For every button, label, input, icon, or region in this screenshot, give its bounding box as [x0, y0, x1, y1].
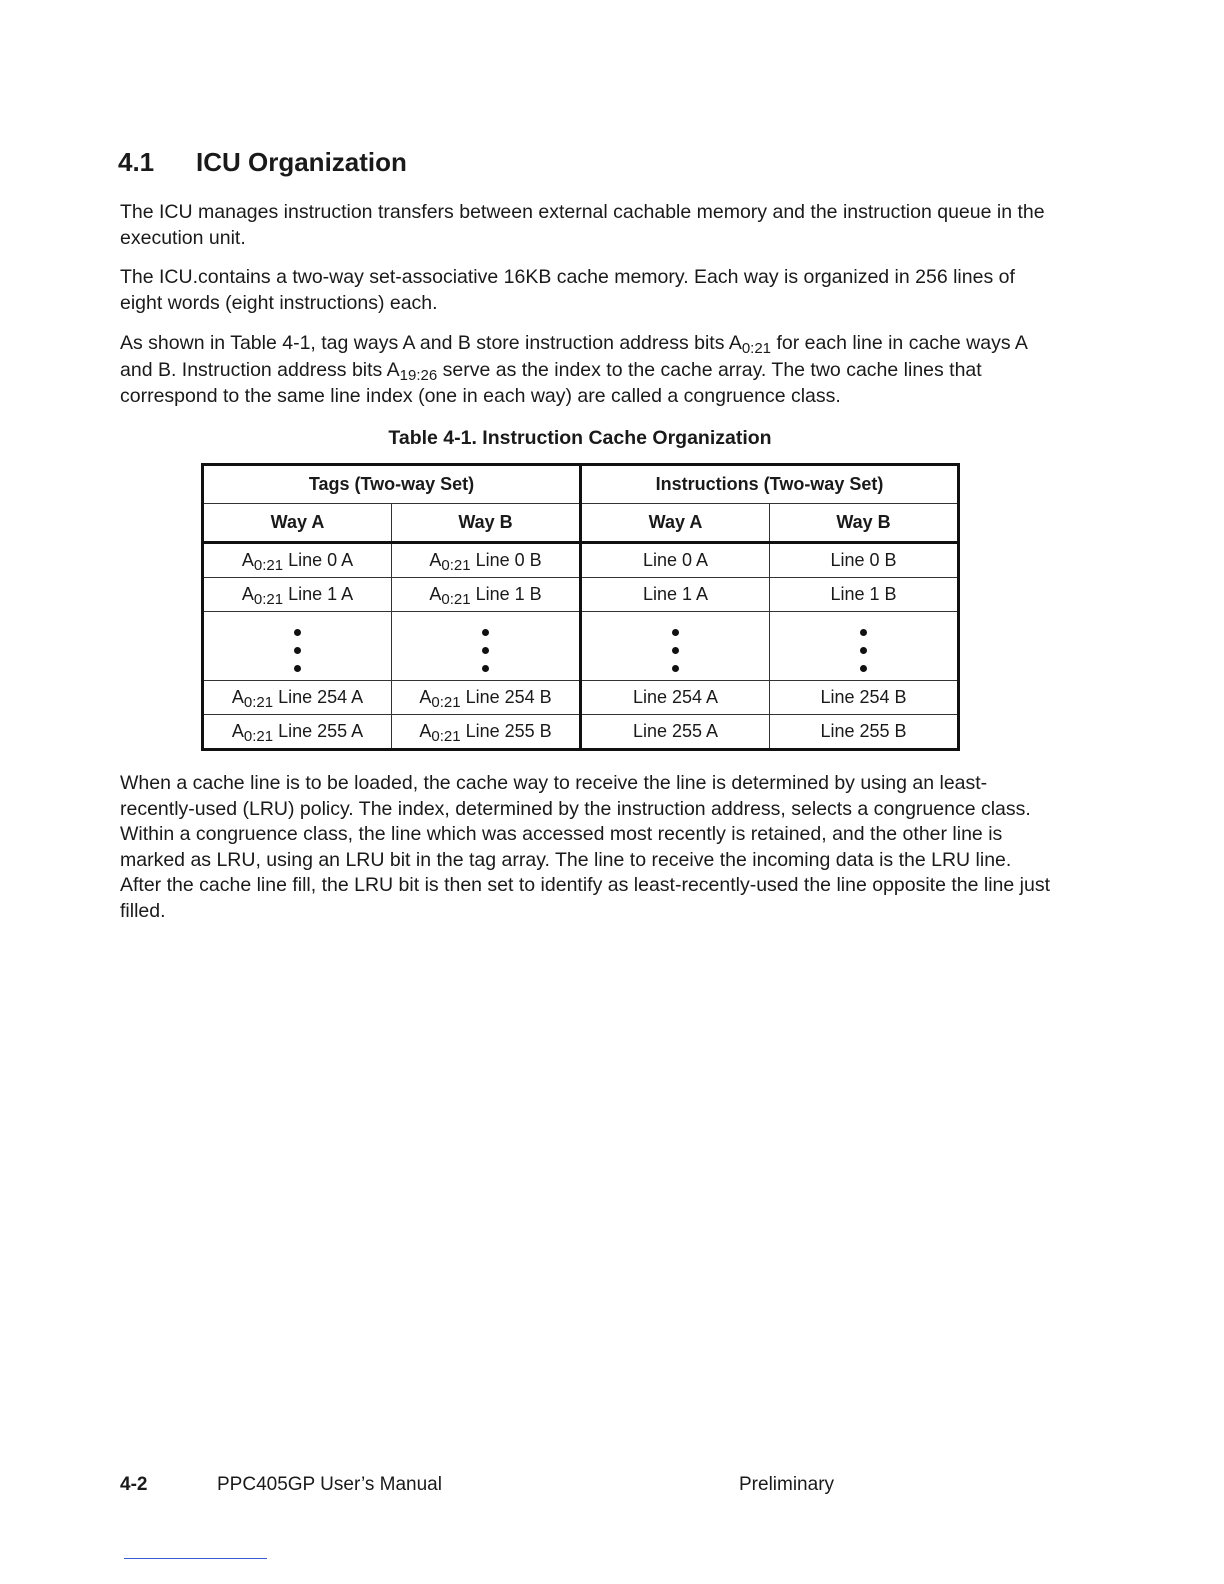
table-cell: [203, 543, 392, 578]
section-heading: [118, 147, 407, 178]
cell-text: Line 0 A: [288, 550, 354, 570]
group-header-tags: Tags (Two-way Set): [203, 465, 581, 504]
table-ellipsis-row: [203, 612, 959, 681]
subscript: 0:21: [243, 728, 274, 745]
address-prefix: A: [419, 721, 432, 741]
text-fragment: serve as the index to the cache array. The two cache lines that correspond to the same line index (one in each way) are called a congruence class.: [120, 358, 982, 407]
subscript: 0:21: [441, 591, 471, 608]
text-fragment: for each line in cache ways A and B. Instruction address bits A: [120, 332, 1027, 381]
column-header: Way A: [203, 504, 392, 543]
address-prefix: A: [429, 550, 442, 570]
cell-text: Line 255 B: [465, 721, 552, 741]
bottom-rule: [124, 1558, 267, 1559]
table-group-header-row: [203, 465, 959, 504]
cell-text: Line 1 A: [288, 584, 354, 604]
table-row: [203, 543, 959, 578]
table-cell: Line 255 A: [581, 715, 770, 750]
subscript: 0:21: [431, 694, 461, 711]
column-header: Way A: [581, 504, 770, 543]
paragraph-lru-policy: When a cache line is to be loaded, the cache way to receive the line is determined by using an least-recently-used (LRU) policy. The index, determined by the instruction address, selects a congruence class. Within a congruence class, the line which was accessed most recently is retained, and the other line is marked as LRU, using an LRU bit in the tag array. The line to receive the incoming data is the LRU line. After the cache line fill, the LRU bit is then set to identify as least-recently-used the line opposite the line just filled.: [120, 772, 1051, 922]
address-prefix: A: [429, 584, 442, 604]
table-cell: [392, 543, 581, 578]
group-header-instructions: Instructions (Two-way Set): [581, 465, 959, 504]
subscript: 0:21: [741, 340, 772, 357]
address-prefix: A: [241, 550, 254, 570]
table-cell: Line 254 B: [770, 681, 959, 715]
subscript: 19:26: [399, 366, 438, 384]
vertical-ellipsis-icon: [770, 612, 959, 681]
column-header: Way B: [770, 504, 959, 543]
table-cell: [392, 578, 581, 612]
table-cell: Line 0 A: [581, 543, 770, 578]
paragraph-intro: The ICU manages instruction transfers between external cachable memory and the instruction queue in the execution unit.: [120, 201, 1045, 249]
table-column-header-row: [203, 504, 959, 543]
address-prefix: A: [231, 721, 244, 741]
subscript: 0:21: [243, 694, 274, 711]
table-cell: [203, 578, 392, 612]
cell-text: Line 1 B: [475, 584, 542, 604]
table-cell: [392, 681, 581, 715]
table-cell: [392, 715, 581, 750]
vertical-ellipsis-icon: [581, 612, 770, 681]
paragraph-tag-ways: [120, 331, 1055, 410]
section-title: ICU Organization: [196, 147, 407, 177]
table-cell: Line 1 B: [770, 578, 959, 612]
instruction-cache-table: [201, 463, 960, 751]
table-cell: Line 0 B: [770, 543, 959, 578]
table-cell: [203, 715, 392, 750]
table-row: [203, 715, 959, 750]
paragraph-cache-size: The ICU.contains a two-way set-associative 16KB cache memory. Each way is organized in 256 lines of eight words (eight instructions) each.: [120, 266, 1015, 314]
table-cell: [203, 681, 392, 715]
cell-text: Line 254 B: [465, 687, 552, 707]
vertical-ellipsis-icon: [203, 612, 392, 681]
table-caption: Table 4-1. Instruction Cache Organization: [388, 427, 772, 449]
table-cell: Line 254 A: [581, 681, 770, 715]
subscript: 0:21: [441, 557, 471, 574]
table-row: [203, 681, 959, 715]
table-cell: Line 1 A: [581, 578, 770, 612]
footer-manual-title: PPC405GP User’s Manual: [217, 1474, 442, 1495]
table-row: [203, 578, 959, 612]
cell-text: Line 254 A: [278, 687, 364, 707]
table-cell: Line 255 B: [770, 715, 959, 750]
column-header: Way B: [392, 504, 581, 543]
vertical-ellipsis-icon: [392, 612, 581, 681]
address-prefix: A: [231, 687, 244, 707]
section-number: 4.1: [118, 147, 155, 177]
address-prefix: A: [241, 584, 254, 604]
subscript: 0:21: [253, 557, 284, 574]
cell-text: Line 0 B: [475, 550, 542, 570]
cell-text: Line 255 A: [278, 721, 364, 741]
footer-status: Preliminary: [739, 1474, 835, 1495]
subscript: 0:21: [431, 728, 461, 745]
subscript: 0:21: [253, 591, 284, 608]
text-fragment: As shown in Table 4-1, tag ways A and B store instruction address bits A: [120, 332, 742, 354]
footer-page-number: 4-2: [120, 1474, 148, 1495]
address-prefix: A: [419, 687, 432, 707]
